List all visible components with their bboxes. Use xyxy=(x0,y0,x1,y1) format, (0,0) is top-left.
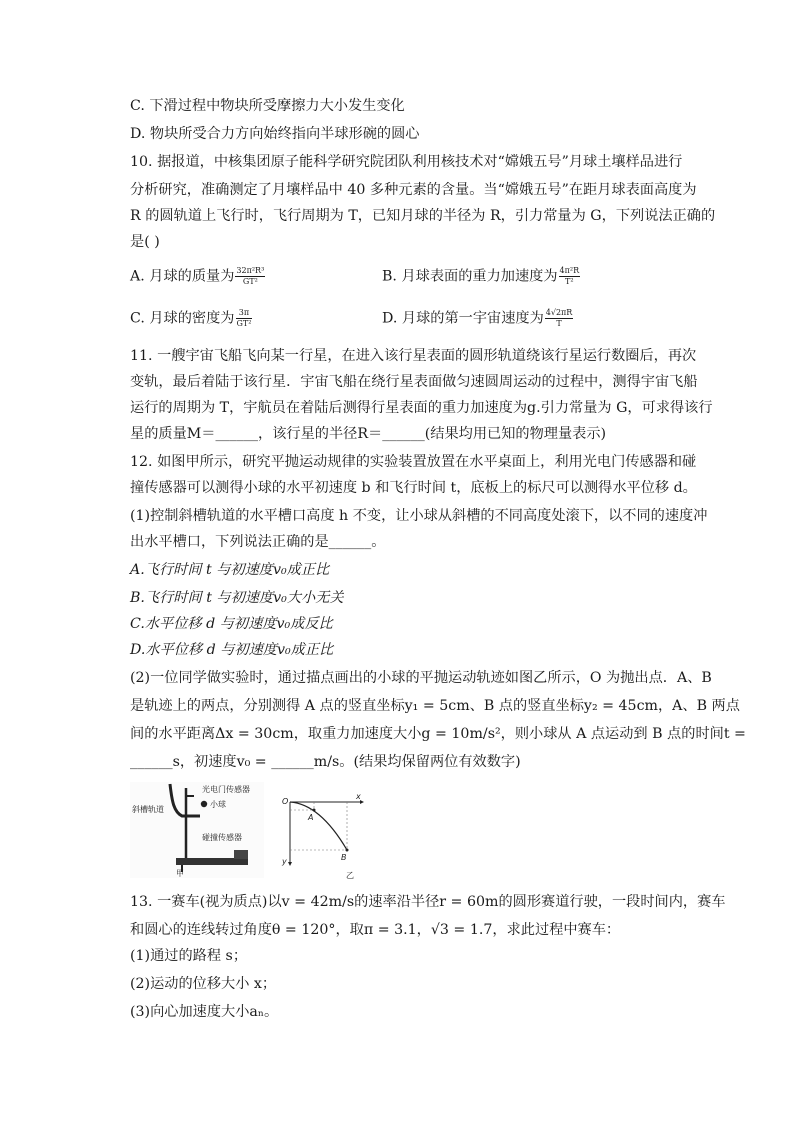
q11-stem-line: 运行的周期为 T，宇航员在着陆后测得行星表面的重力加速度为g.引力常量为 G，可求得该行 xyxy=(130,400,713,416)
y-axis-label: y xyxy=(282,857,287,866)
q12-stem-line: 12. 如图甲所示，研究平抛运动规律的实验装置放置在水平桌面上，利用光电门传感器和碰 xyxy=(130,454,697,470)
q10-option-c xyxy=(130,308,252,329)
q11-stem-line: 星的质量M＝______，该行星的半径R＝______(结果均用已知的物理量表示) xyxy=(130,426,607,442)
denominator: GT² xyxy=(242,277,258,286)
q12-part2-line: 是轨迹上的两点，分别测得 A 点的竖直坐标y₁ = 5cm、B 点的竖直坐标y₂ = 45cm，A、B 两点 xyxy=(130,698,740,714)
q13-part-2: (2)运动的位移大小 x； xyxy=(130,976,277,992)
option-text: A. 月球的质量为 xyxy=(130,268,235,285)
q10-option-a xyxy=(130,266,265,287)
q10-stem-line: 是( ) xyxy=(130,234,160,250)
fraction xyxy=(545,308,574,329)
y-axis-arrow xyxy=(288,862,292,866)
q10-stem-line: 10. 据报道，中核集团原子能科学研究院团队利用核技术对“嫦娥五号”月球土壤样品进行 xyxy=(130,154,683,170)
trajectory-curve xyxy=(290,802,347,850)
numerator: 32π²R³ xyxy=(236,266,265,275)
label-track: 斜槽轨道 xyxy=(132,805,164,814)
apparatus-figure xyxy=(130,782,264,878)
label-impact: 碰撞传感器 xyxy=(202,833,242,842)
x-axis-label: x xyxy=(356,794,361,801)
q13-stem-line: 13. 一赛车(视为质点)以v = 42m/s的速率沿半径r = 60m的圆形赛道行驶，一段时间内，赛车 xyxy=(130,894,726,910)
q11-stem-line: 11. 一艘宇宙飞船飞向某一行星，在进入该行星表面的圆形轨道绕该行星运行数圈后，再次 xyxy=(130,348,697,364)
ball xyxy=(201,801,207,807)
denominator: T² xyxy=(565,277,574,286)
q12-choice-a: A.飞行时间 t 与初速度v₀成正比 xyxy=(130,562,330,578)
denominator: GT² xyxy=(236,319,252,328)
numerator: 3π xyxy=(236,308,253,319)
label-gate: 光电门传感器 xyxy=(202,785,250,794)
q11-stem-line: 变轨，最后着陆于该行星．宇宙飞船在绕行星表面做匀速圆周运动的过程中，测得宇宙飞船 xyxy=(130,374,698,390)
q10-stem-line: R 的圆轨道上飞行时，飞行周期为 T，已知月球的半径为 R，引力常量为 G，下列说法正确的 xyxy=(130,208,716,224)
point-a-label: A xyxy=(308,813,314,822)
q12-choice-c: C.水平位移 d 与初速度v₀成反比 xyxy=(130,616,333,632)
point-b-marker xyxy=(346,849,349,852)
q10-stem-line: 分析研究，准确测定了月壤样品中 40 多种元素的含量。当“嫦娥五号”在距月球表面高度为 xyxy=(130,182,697,198)
fraction xyxy=(559,266,581,287)
q13-stem-line: 和圆心的连线转过角度θ = 120°，取π = 3.1，√3 = 1.7，求此过程中赛车： xyxy=(130,922,621,938)
label-ball: 小球 xyxy=(210,800,226,809)
point-a-marker xyxy=(313,809,316,812)
caption-yi: 乙 xyxy=(346,871,354,880)
q10-option-b xyxy=(382,266,580,287)
option-text: D. 月球的第一宇宙速度为 xyxy=(382,310,544,327)
q12-part2-line: ______s，初速度v₀ = ______m/s。(结果均保留两位有效数字) xyxy=(130,754,521,770)
base-board xyxy=(176,858,248,865)
q13-part-1: (1)通过的路程 s； xyxy=(130,948,248,964)
q9-option-d: D. 物块所受合力方向始终指向半球形碗的圆心 xyxy=(130,126,420,142)
option-text: B. 月球表面的重力加速度为 xyxy=(382,268,558,285)
q12-part2-line: 间的水平距离Δx = 30cm，取重力加速度大小g = 10m/s²，则小球从 A 点运动到 B 点的时间t = xyxy=(130,726,746,742)
fraction xyxy=(236,308,253,329)
q12-choice-b: B.飞行时间 t 与初速度v₀大小无关 xyxy=(130,590,344,606)
impact-sensor xyxy=(234,850,248,859)
denominator: T xyxy=(556,319,562,328)
origin-label: O xyxy=(282,797,289,806)
numerator: 4√2πR xyxy=(545,308,573,317)
q12-stem-line: 撞传感器可以测得小球的水平初速度 b 和飞行时间 t，底板上的标尺可以测得水平位移 d。 xyxy=(130,480,697,496)
option-text: C. 月球的密度为 xyxy=(130,310,235,327)
point-b-label: B xyxy=(341,853,347,862)
q13-part-3: (3)向心加速度大小aₙ。 xyxy=(130,1004,279,1020)
q12-stem-line: (1)控制斜槽轨道的水平槽口高度 h 不变，让小球从斜槽的不同高度处滚下，以不同的速度冲 xyxy=(130,508,708,524)
q9-option-c: C. 下滑过程中物块所受摩擦力大小发生变化 xyxy=(130,98,405,114)
trajectory-figure xyxy=(280,794,370,880)
caption-jia: 甲 xyxy=(176,869,184,878)
fraction xyxy=(235,266,265,287)
numerator: 4π²R xyxy=(559,266,580,275)
q12-choice-d: D.水平位移 d 与初速度v₀成正比 xyxy=(130,642,334,658)
q12-part2-line: (2)一位同学做实验时，通过描点画出的小球的平抛运动轨迹如图乙所示，O 为抛出点．A、B xyxy=(130,670,712,686)
q12-stem-line: 出水平槽口，下列说法正确的是______。 xyxy=(130,534,386,550)
q10-option-d xyxy=(382,308,573,329)
